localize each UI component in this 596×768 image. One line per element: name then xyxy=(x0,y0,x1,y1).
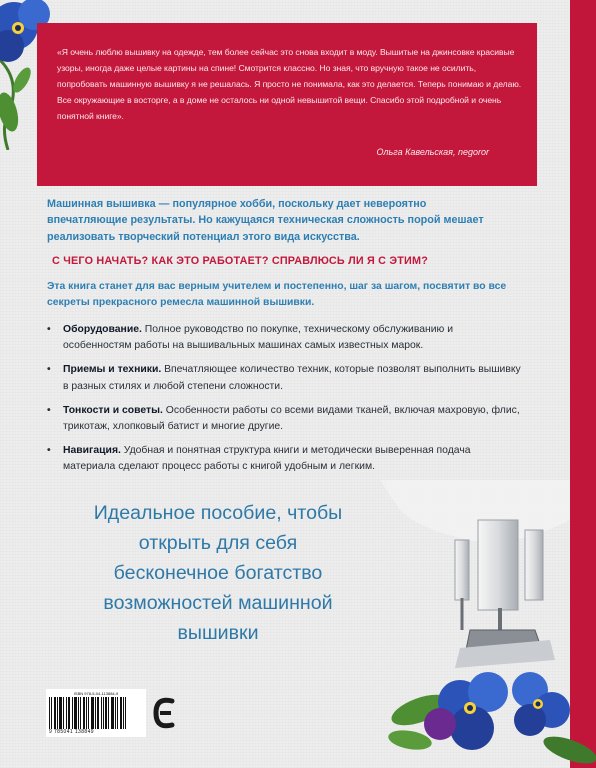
feature-item xyxy=(43,443,523,475)
testimonial-box xyxy=(37,23,537,186)
feature-text: Удобная и понятная структура книги и методически выверенная подача материала сделают процесс работы с книгой удобным и легким. xyxy=(63,445,471,473)
barcode-number: 9 785041 138849 xyxy=(49,729,94,735)
feature-item xyxy=(43,322,523,354)
intro-paragraph: Машинная вышивка — популярное хобби, поскольку дает невероятно впечатляющие результаты. Но кажущаяся техническая сложность порой мешает реализовать творческий потенциал этого вида искусства. xyxy=(47,198,484,243)
feature-text: Впечатляющее количество техник, которые позволят выполнить вышивку в разных стилях и любой степени сложности. xyxy=(63,364,521,392)
feature-list xyxy=(43,322,523,484)
slogan-line: вышивки xyxy=(177,622,259,644)
feature-title: Приемы и техники. xyxy=(63,364,162,376)
pansy-flower-icon xyxy=(380,640,596,768)
feature-text: Полное руководство по покупке, техническому обслуживанию и особенностям работы на вышивальных машинах самых известных марок. xyxy=(63,324,454,352)
questions-headline: С ЧЕГО НАЧАТЬ? КАК ЭТО РАБОТАЕТ? СПРАВЛЮСЬ ЛИ Я С ЭТИМ? xyxy=(52,255,428,267)
testimonial-text: «Я очень люблю вышивку на одежде, тем более сейчас это снова входит в моду. Вышитые на джинсовке красивые узоры, иногда даже целые картины на спине! Смотрится классно. Но зная, что вручную такое не осилить, попробовать машинную вышивку я не решалась. Я просто не понимала, как это делается. Теперь понимаю и делаю. Все окружающие в восторге, а в доме не осталось ни одной невышитой вещи. Спасибо этой подробной и очень понятной книге». xyxy=(57,47,522,121)
bullet-icon: • xyxy=(47,404,51,416)
feature-text: Особенности работы со всеми видами тканей, включая махровую, флис, трикотаж, хлопковый батист и многие другие. xyxy=(63,404,520,433)
barcode xyxy=(46,689,146,737)
bullet-icon: • xyxy=(47,364,51,376)
slogan-line: Идеальное пособие, чтобы xyxy=(93,502,343,524)
bullet-icon: • xyxy=(47,445,51,457)
slogan xyxy=(48,498,388,648)
eksmo-logo-icon xyxy=(152,693,178,733)
bullet-icon: • xyxy=(47,324,51,335)
slogan-line: бесконечное богатство xyxy=(113,562,323,584)
feature-title: Навигация. xyxy=(63,445,121,457)
feature-item xyxy=(43,403,523,435)
testimonial-author: Ольга Кавельская, negoror xyxy=(376,147,489,157)
isbn-label: ISBN 978-5-04-113884-9 xyxy=(73,691,119,696)
feature-title: Тонкости и советы. xyxy=(63,404,163,416)
feature-item xyxy=(43,362,523,394)
slogan-line: возможностей машинной xyxy=(103,592,333,614)
slogan-line: открыть для себя xyxy=(138,532,298,554)
feature-title: Оборудование. xyxy=(63,324,142,335)
lead-paragraph: Эта книга станет для вас верным учителем и постепенно, шаг за шагом, посвятит во все секреты прекрасного ремесла машинной вышивки. xyxy=(47,281,507,309)
barcode-bars xyxy=(49,697,143,729)
